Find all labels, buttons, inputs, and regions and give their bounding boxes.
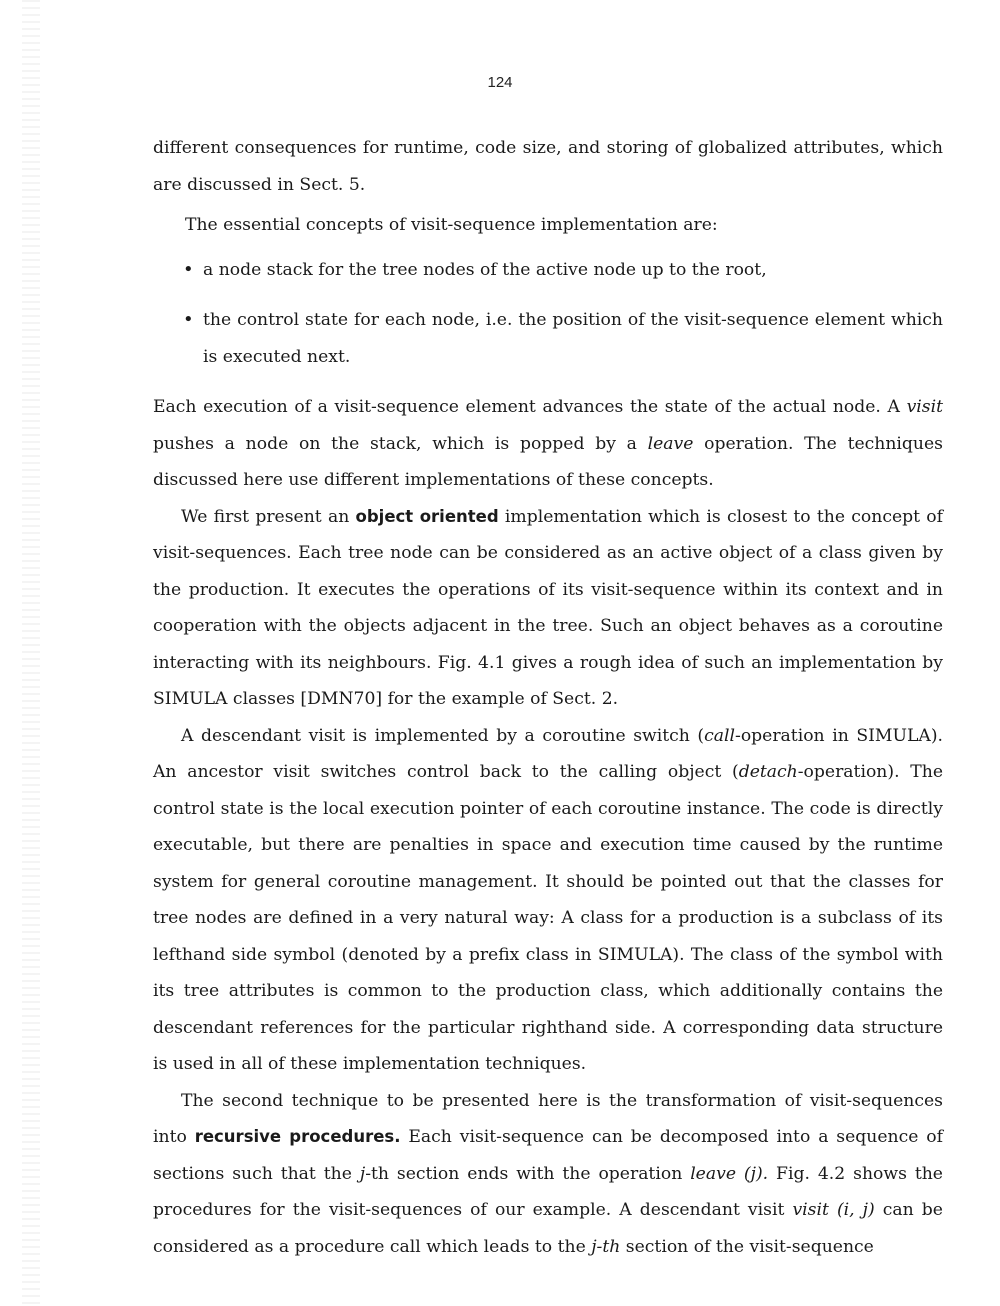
text-run: -operation in SIMULA). An ancestor visit switches control back to the calling object (	[153, 725, 944, 782]
text-run: -th section ends with the operation	[365, 1163, 691, 1184]
list-item: • the control state for each node, i.e. the position of the visit-sequence element which is executed next.	[153, 302, 943, 375]
text-run: Each execution of a visit-sequence element advances the state of the actual node. A	[153, 397, 907, 417]
emphasis-visit: visit	[906, 397, 943, 417]
text-run: can be considered as a procedure call which leads to the	[153, 1200, 943, 1257]
emphasis-leave: leave	[647, 433, 694, 454]
bold-term-recursive-procedures: recursive procedures.	[194, 1127, 401, 1146]
concepts-list	[153, 252, 943, 376]
emphasis-j: j	[359, 1163, 366, 1184]
emphasis-leave-j: leave (j).	[690, 1163, 769, 1184]
text-run: A descendant visit is implemented by a coroutine switch (	[181, 725, 705, 746]
text-run: operation. The techniques discussed here use different implementations of these concepts.	[153, 433, 943, 490]
paragraph-text: The essential concepts of visit-sequence implementation are:	[185, 215, 718, 235]
paragraph-recursive-procedures	[153, 1083, 943, 1266]
text-run: The second technique to be presented here is the transformation of visit-sequences into	[153, 1090, 943, 1147]
emphasis-detach: detach	[738, 762, 798, 782]
paragraph-text: different consequences for runtime, code size, and storing of globalized attributes, which are discussed in Sect. 5.	[153, 138, 943, 195]
text-run: -operation). The control state is the local execution pointer of each coroutine instance. The code is directly executable, but there are penalties in space and execution time caused by the runtime system for general coroutine management. It should be pointed out that the classes for tree nodes are defined in a very natural way: A class for a production is a subclass of its lefthand side symbol (denoted by a prefix class in SIMULA). The class of the symbol with its tree attributes is common to the production class, which additionally contains the descendant references for the particular righthand side. A corresponding data structure is used in all of these implementation techniques.	[153, 762, 943, 1074]
text-run: Each visit-sequence can be decomposed into a sequence of sections such that the	[153, 1127, 943, 1184]
paragraph-continuation	[153, 130, 943, 203]
text-run: Fig. 4.2 shows the procedures for the visit-sequences of our example. A descendant visit	[153, 1163, 943, 1220]
emphasis-visit-i-j: visit (i, j)	[792, 1200, 875, 1220]
bold-term-object-oriented: object oriented	[355, 506, 499, 526]
text-run: We first present an	[181, 506, 356, 527]
emphasis-call: call	[704, 725, 736, 746]
scan-edge-artifact	[22, 0, 40, 1306]
paragraph-descendant-visit	[153, 718, 943, 1083]
page-body	[153, 130, 943, 1265]
emphasis-j-th: j-th	[591, 1236, 621, 1257]
paragraph-execution	[153, 389, 943, 499]
list-item: • a node stack for the tree nodes of the active node up to the root,	[153, 252, 943, 289]
paragraph-object-oriented	[153, 499, 943, 718]
text-run: section of the visit-sequence	[620, 1236, 874, 1257]
paragraph-concepts-intro	[153, 207, 943, 244]
text-run: pushes a node on the stack, which is popped by a	[153, 433, 648, 454]
page-number: 124	[487, 74, 513, 91]
text-run: implementation which is closest to the concept of visit-sequences. Each tree node can be considered as an active object of a class given by the production. It executes the operations of its visit-sequence within its context and in cooperation with the objects adjacent in the tree. Such an object behaves as a coroutine interacting with its neighbours. Fig. 4.1 gives a rough idea of such an implementation by SIMULA classes [DMN70] for the example of Sect. 2.	[153, 506, 943, 709]
